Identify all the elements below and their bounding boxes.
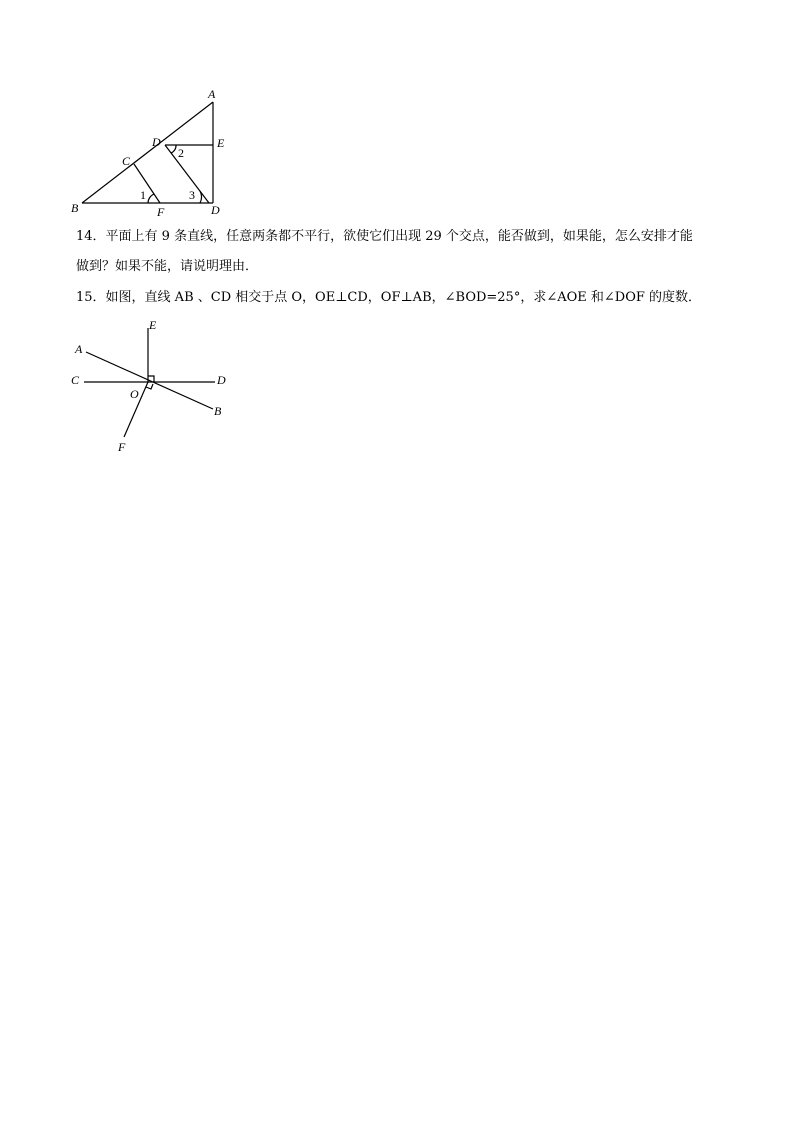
label-D-top: D bbox=[152, 135, 161, 149]
label-F: F bbox=[157, 205, 165, 219]
angle-3-arc bbox=[200, 191, 201, 203]
label-O: O bbox=[130, 387, 139, 401]
segment-CF bbox=[134, 164, 160, 203]
label-F: F bbox=[118, 440, 126, 454]
angle-1-arc bbox=[148, 194, 154, 203]
label-angle-1: 1 bbox=[140, 188, 146, 202]
label-B: B bbox=[71, 201, 79, 215]
angle-2-arc bbox=[171, 145, 176, 153]
label-C: C bbox=[122, 154, 131, 168]
label-angle-2: 2 bbox=[178, 146, 184, 160]
label-D-bottom: D bbox=[211, 203, 220, 217]
label-C: C bbox=[71, 373, 80, 387]
intersecting-lines-figure bbox=[60, 312, 240, 462]
label-angle-3: 3 bbox=[189, 188, 195, 202]
line-AB bbox=[86, 352, 213, 409]
question-15-text: 15．如图，直线 AB 、CD 相交于点 O，OE⊥CD，OF⊥AB，∠BOD=25°，求∠AOE 和∠DOF 的度数． bbox=[76, 290, 702, 305]
triangle-figure bbox=[60, 87, 240, 225]
label-E: E bbox=[149, 318, 157, 332]
label-D: D bbox=[217, 373, 226, 387]
label-A: A bbox=[75, 342, 83, 356]
question-14-line-1: 14．平面上有 9 条直线，任意两条都不平行，欲使它们出现 29 个交点，能否做到，如果能，怎么安排才能 bbox=[76, 229, 693, 244]
question-14 bbox=[76, 222, 736, 282]
label-E: E bbox=[217, 136, 225, 150]
label-A: A bbox=[208, 87, 216, 101]
question-14-line-2: 做到？如果不能，请说明理由． bbox=[76, 259, 259, 274]
question-15 bbox=[76, 283, 736, 313]
label-B: B bbox=[214, 404, 222, 418]
segment-DD bbox=[165, 145, 209, 203]
